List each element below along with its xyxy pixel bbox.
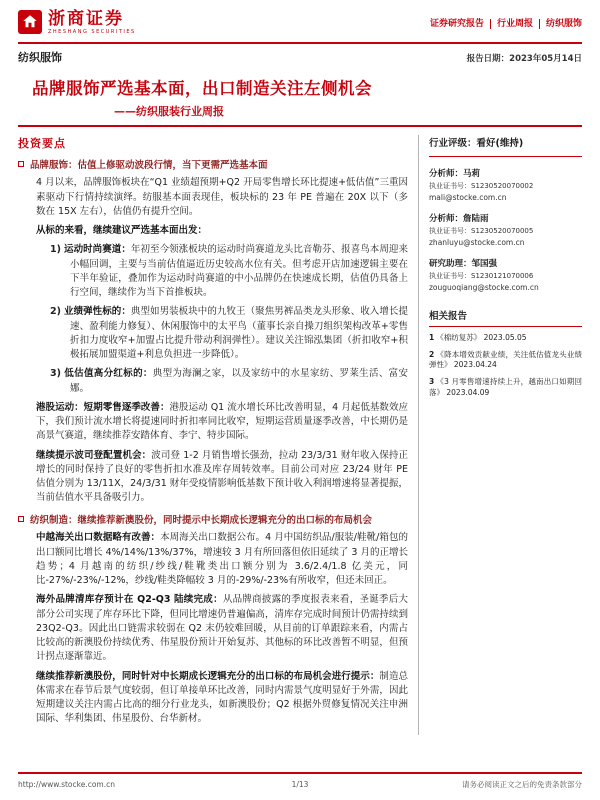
paragraph <box>36 449 408 506</box>
sidebar <box>418 135 582 735</box>
industry-label: 纺织服饰 <box>18 51 62 65</box>
analyst-name: 詹陆雨 <box>463 213 489 224</box>
related-report-item[interactable] <box>429 350 582 372</box>
report-date: 报告日期：2023年05月14日 <box>466 54 582 65</box>
report-footer <box>18 772 582 790</box>
analyst-role: 分析师： <box>429 168 464 179</box>
header-divider <box>18 42 582 45</box>
title-divider <box>18 125 582 127</box>
paragraph-lead: 业绩弹性标的： <box>63 306 131 318</box>
paragraph <box>36 224 408 238</box>
related-report-number: 1 <box>429 332 435 342</box>
content <box>18 135 582 735</box>
analyst-cert: 执业证书号：S1230520070005 <box>429 226 534 235</box>
square-bullet-icon <box>18 516 24 522</box>
related-report-title: 《棉纺复苏》 <box>436 332 482 342</box>
related-report-title: 《3 月零售增速持续上升，越南出口如期回落》 <box>429 377 582 398</box>
related-report-title: 《降本增效贡献业绩，关注低估值龙头业绩弹性》 <box>429 349 582 370</box>
paragraph-text: 制造总体需求在春节后景气度较弱，但订单接单环比改善，同时内需景气度明显好于外需，因此短期建议关注内需占比高的细分行业龙头，如新澳股份；Q2 根据外贸修复情况关注申洲国际、华利集团、伟星股份、台华新材。 <box>36 670 408 725</box>
page-number: 1/13 <box>291 780 309 789</box>
paragraph <box>36 176 408 219</box>
section-heading <box>18 514 408 528</box>
related-report-item[interactable] <box>429 333 582 344</box>
paragraph-lead: 运动时尚赛道： <box>63 244 131 256</box>
analyst-block <box>429 167 582 202</box>
paragraph-text: 典型如男装板块中的九牧王（聚焦男裤品类龙头形象、收入增长提速、盈利能力修复）、休闲服饰中的太平鸟（董事长亲自操刀组织架构改革+零售折扣力度收窄+加盟占比提升带动利润弹性）。建议关注锦泓集团（折扣收窄+积极拓展加盟渠道+利息负担进一步降低）。 <box>70 306 408 361</box>
main-column <box>18 135 418 735</box>
paragraph-lead: 继续推荐新澳股份，同时针对中长期成长逻辑充分的出口标的布局机会进行提示： <box>36 670 380 682</box>
paragraph <box>36 593 408 664</box>
brand-text <box>48 10 136 35</box>
paragraph-text: 港股运动 Q1 流水增长环比改善明显，4 月起低基数效应下，我们预计流水增长将提速同时折扣率同比收窄，短期运营质量逐季改善，中长期仍是高景气赛道，继续推荐安踏体育、李宁、特步国际。 <box>36 401 408 442</box>
related-report-date: 2023.05.05 <box>483 332 527 342</box>
page-subtitle: ——纺织服装行业周报 <box>114 105 224 119</box>
related-report-number: 2 <box>429 349 435 359</box>
paragraph-lead: 港股运动：短期零售逐季改善： <box>36 401 170 413</box>
tag-report-type: 证券研究报告 <box>429 18 484 29</box>
paragraph <box>36 670 408 727</box>
report-header <box>18 10 582 35</box>
paragraph-lead: 低估值高分红标的： <box>63 368 153 380</box>
paragraph-lead: 继续提示波司登配置机会： <box>36 449 152 461</box>
analyst-email[interactable]: zouguoqiang@stocke.com.cn <box>429 282 539 292</box>
numbered-item <box>50 243 408 300</box>
paragraph-text: 典型为海澜之家，以及家纺中的水星家纺、罗莱生活、富安娜。 <box>70 368 408 394</box>
brand <box>18 10 136 35</box>
related-reports-title: 相关报告 <box>429 308 582 327</box>
tag-report-kind: 行业周报 <box>490 19 539 29</box>
industry-rating <box>429 135 582 157</box>
page-title: 品牌服饰严选基本面，出口制造关注左侧机会 <box>32 79 372 99</box>
paragraph-text: 从品牌商披露的季度报表来看，圣诞季后大部分公司实现了库存环比下降，但同比增速仍普遍偏高，清库存完成时间预计仍需持续到 23Q2-Q3。因此出口链需求较弱在 Q2 末仍较难回暖，从目前的订单跟踪来看，内需占比较高的新澳股份持续优秀、伟星股份预计开始复苏、其他标的环比改善暂不明显，但预计拐点逐渐靠近。 <box>36 594 408 663</box>
item-number: 2) <box>50 306 61 318</box>
section-heading <box>18 159 408 173</box>
investment-points-title: 投资要点 <box>18 136 66 150</box>
analyst-block <box>429 257 582 292</box>
analyst-name-row <box>429 257 582 269</box>
paragraph-text: 4 月以来，品牌服饰板块在“Q1 业绩超预期+Q2 开局零售增长环比提速+低估值”三重因素驱动下行情持续演绎。纺服基本面表现佳，板块标的 23 年 PE 普遍在 20X 以下（多数在 15X 左右），估值仍有提升空间。 <box>36 177 408 217</box>
paragraph <box>36 531 408 588</box>
rating-label: 行业评级： <box>429 137 477 149</box>
section-body <box>36 531 408 726</box>
brand-name: 浙商证券 <box>48 9 124 29</box>
related-report-date: 2023.04.09 <box>446 388 490 398</box>
zheshang-logo-icon <box>18 10 42 34</box>
square-bullet-icon <box>18 161 24 167</box>
meta-row <box>18 49 582 65</box>
item-number: 3) <box>50 368 61 380</box>
paragraph-text: 本周海关出口数据公布。4 月中国纺织品/服装/鞋靴/箱包的出口额同比增长 4%/14%/13%/37%，增速较 3 月有所回落但依旧延续了 3 月的正增长趋势；4 月越南的纺织/纱线/鞋靴类出口额分别为 3.6/2.4/1.8 亿美元，同比-27%/-23%/-12%，纱线/鞋类降幅较 3 月的-29%/-23%有所收窄，但还未回正。 <box>36 532 408 587</box>
paragraph-text: 年初至今领涨板块的运动时尚赛道龙头比音勒芬、报喜鸟本周迎来小幅回调，主要与当前估值逼近历史较高水位有关。但考虑开店加速逻辑主要在下半年验证，叠加作为运动时尚赛道的中小品牌仍在快速成长期，估值仍具备上行空间，继续作为当下首推板块。 <box>70 244 408 299</box>
footer-divider <box>18 772 582 774</box>
paragraph-lead: 中越海关出口数据略有改善： <box>36 532 161 544</box>
analyst-email[interactable]: zhanluyu@stocke.com.cn <box>429 237 525 247</box>
report-tags <box>424 16 582 29</box>
section-heading-text: 纺织制造：继续推荐新澳股份，同时提示中长期成长逻辑充分的出口标的布局机会 <box>30 514 373 526</box>
footer-row <box>18 779 582 790</box>
paragraph <box>36 401 408 444</box>
analyst-role: 分析师： <box>429 213 464 224</box>
brand-name-en: ZHESHANG SECURITIES <box>48 28 136 35</box>
footer-disclaimer: 请务必阅读正文之后的免责条款部分 <box>462 780 582 789</box>
section-textile-manufacturing <box>18 514 408 727</box>
analyst-name-row <box>429 167 582 179</box>
analyst-cert: 执业证书号：S1230121070006 <box>429 271 534 280</box>
analyst-name-row <box>429 212 582 224</box>
analyst-name: 马莉 <box>463 168 481 179</box>
numbered-item <box>50 305 408 362</box>
paragraph-text: 波司登 1-2 月销售增长强劲，拉动 23/3/31 财年收入保持正增长的同时保持了良好的零售折扣水准及库存周转效率。目前公司对应 23/24 财年 PE 估值分别为 13/11X，24/3/31 财年受疫情影响低基数下预计收入利润增速将显著提振，当前估值水平具备吸引力。 <box>36 449 408 504</box>
tag-industry: 纺织服饰 <box>539 19 582 29</box>
analyst-block <box>429 212 582 247</box>
analyst-role: 研究助理： <box>429 258 472 269</box>
analyst-name: 邹国强 <box>471 258 498 269</box>
footer-url[interactable]: http://www.stocke.com.cn <box>18 780 115 789</box>
related-report-number: 3 <box>429 377 435 387</box>
related-report-date: 2023.04.24 <box>453 360 497 370</box>
related-report-item[interactable] <box>429 377 582 399</box>
paragraph-lead: 海外品牌清库存预计在 Q2-Q3 陆续完成： <box>36 594 223 606</box>
section-body <box>36 176 408 505</box>
analyst-cert: 执业证书号：S1230520070002 <box>429 181 534 190</box>
paragraph-lead: 从标的来看，继续建议严选基本面出发： <box>36 225 208 237</box>
analyst-email[interactable]: mali@stocke.com.cn <box>429 192 507 202</box>
section-brand-apparel <box>18 159 408 506</box>
section-heading-text: 品牌服饰：估值上修驱动波段行情，当下更需严选基本面 <box>30 159 268 171</box>
rating-value: 看好(维持) <box>476 137 524 149</box>
numbered-item <box>50 367 408 396</box>
item-number: 1) <box>50 244 61 256</box>
